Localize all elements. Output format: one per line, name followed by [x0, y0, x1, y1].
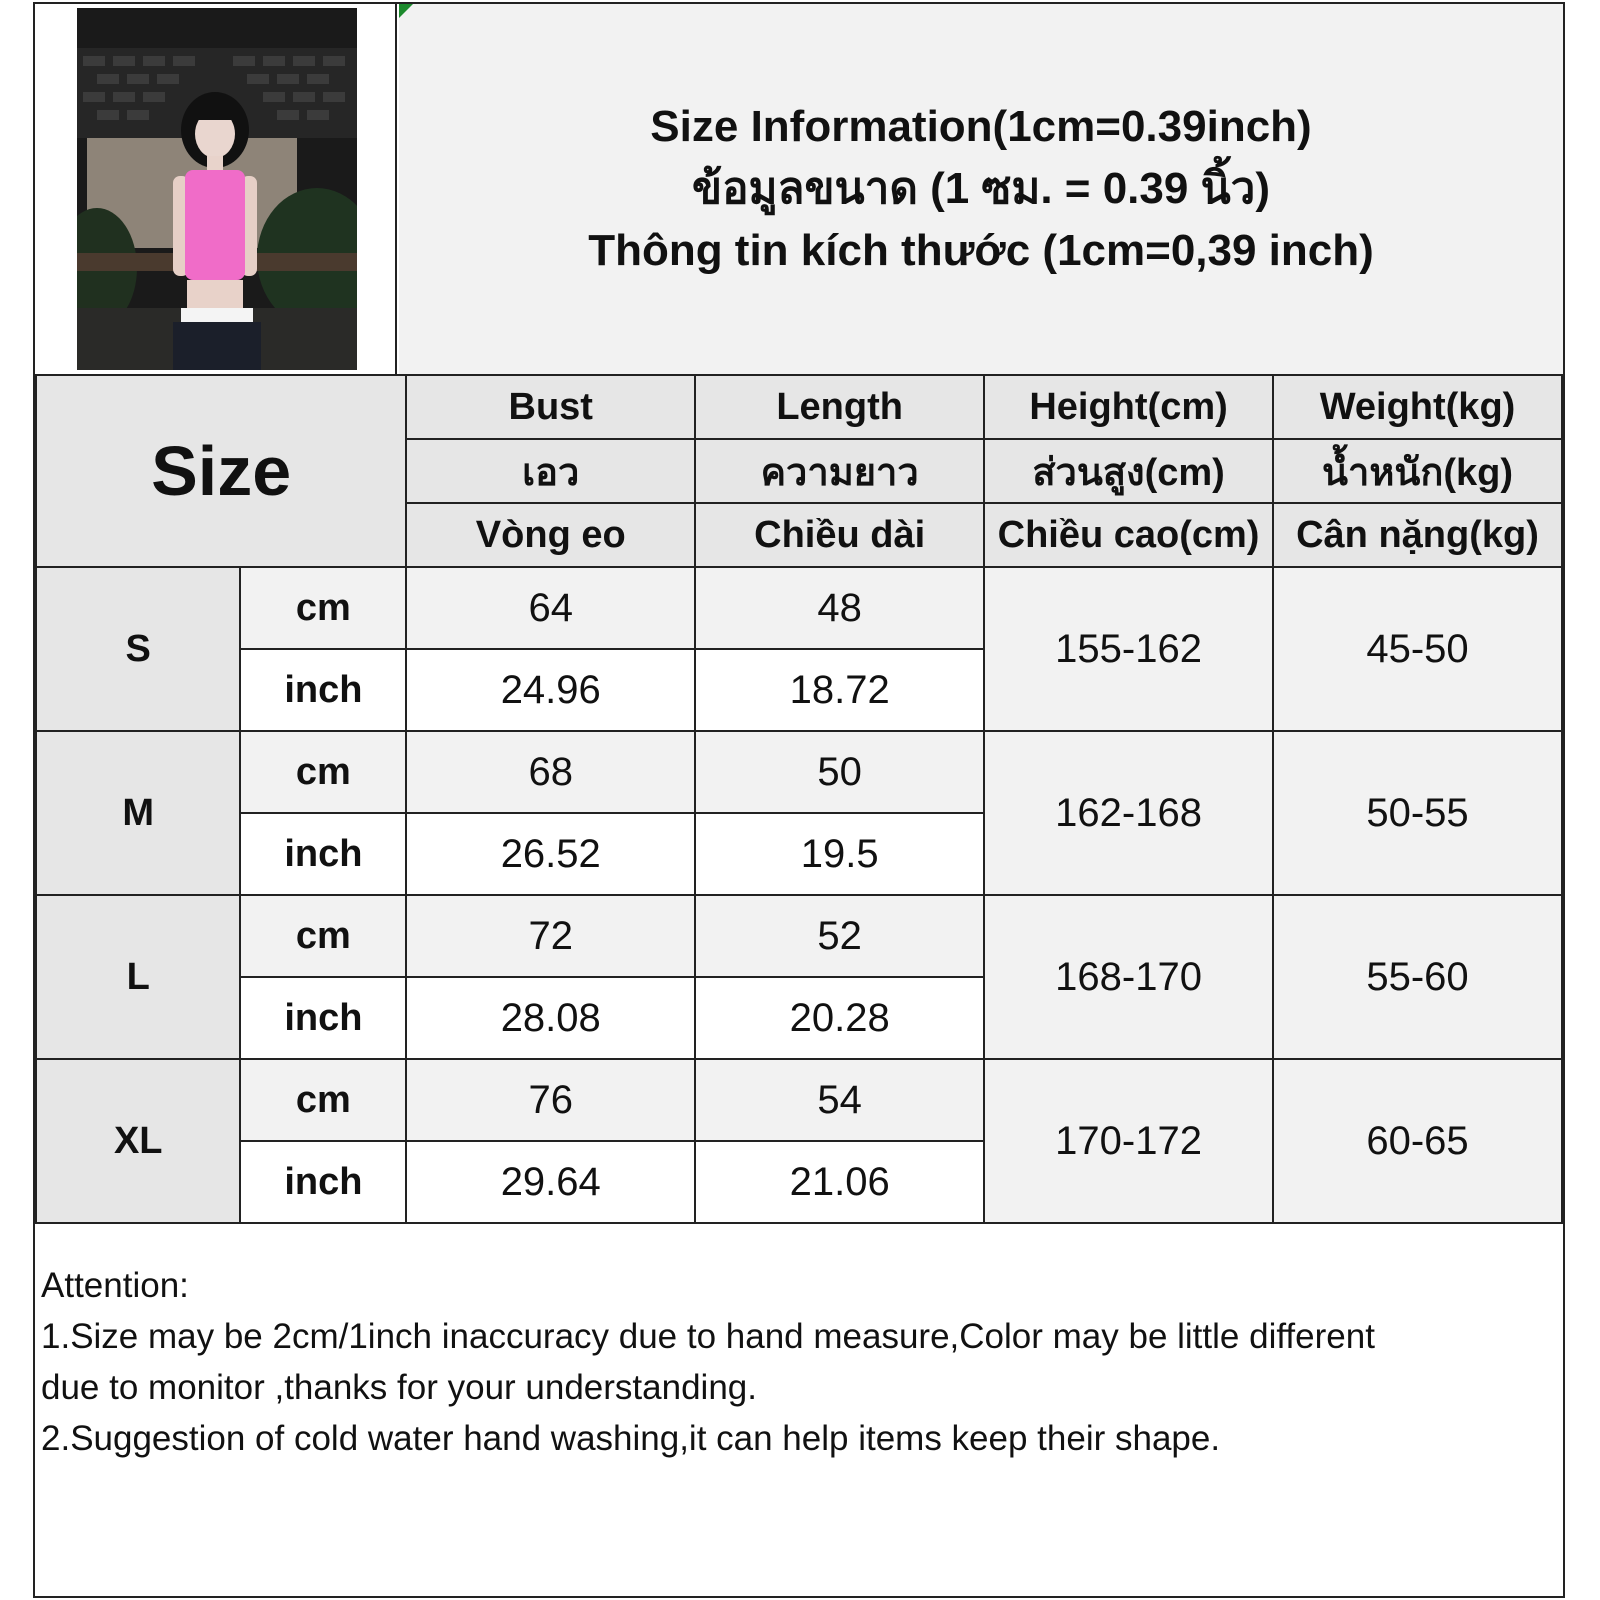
table-row — [36, 731, 1562, 813]
title-english: Size Information(1cm=0.39inch) — [650, 102, 1312, 151]
bust-header-en: Bust — [406, 375, 695, 439]
note-1-line-a: 1.Size may be 2cm/1inch inaccuracy due to hand measure,Color may be little different — [41, 1317, 1375, 1356]
length-cm-value: 48 — [695, 567, 984, 649]
table-row — [36, 567, 1562, 649]
weight-value: 60-65 — [1273, 1059, 1562, 1223]
bust-inch-value: 29.64 — [406, 1141, 695, 1223]
attention-notes — [41, 1260, 1557, 1464]
bust-inch-value: 28.08 — [406, 977, 695, 1059]
bust-cm-value: 72 — [406, 895, 695, 977]
title-vietnamese: Thông tin kích thước (1cm=0,39 inch) — [588, 226, 1374, 275]
size-chart-sheet — [33, 2, 1565, 1598]
weight-header-en: Weight(kg) — [1273, 375, 1562, 439]
height-header-vi: Chiều cao(cm) — [984, 503, 1273, 567]
length-header-vi: Chiều dài — [695, 503, 984, 567]
weight-value: 55-60 — [1273, 895, 1562, 1059]
length-inch-value: 20.28 — [695, 977, 984, 1059]
size-label-l: L — [36, 895, 240, 1059]
photo-cell — [35, 4, 397, 374]
weight-header-vi: Cân nặng(kg) — [1273, 503, 1562, 567]
bust-inch-value: 24.96 — [406, 649, 695, 731]
weight-value: 45-50 — [1273, 567, 1562, 731]
chart-header — [35, 4, 1563, 376]
height-value: 170-172 — [984, 1059, 1273, 1223]
note-1-line-b: due to monitor ,thanks for your understanding. — [41, 1368, 757, 1407]
title-block — [399, 4, 1563, 374]
size-label-m: M — [36, 731, 240, 895]
bust-cm-value: 68 — [406, 731, 695, 813]
height-value: 162-168 — [984, 731, 1273, 895]
green-corner-marker — [399, 4, 413, 18]
height-header-th: ส่วนสูง(cm) — [984, 439, 1273, 503]
length-header-th: ความยาว — [695, 439, 984, 503]
bust-cm-value: 76 — [406, 1059, 695, 1141]
unit-inch: inch — [240, 649, 406, 731]
note-2: 2.Suggestion of cold water hand washing,it can help items keep their shape. — [41, 1419, 1221, 1458]
height-header-en: Height(cm) — [984, 375, 1273, 439]
bust-inch-value: 26.52 — [406, 813, 695, 895]
length-cm-value: 54 — [695, 1059, 984, 1141]
unit-cm: cm — [240, 567, 406, 649]
title-thai: ข้อมูลขนาด (1 ซม. = 0.39 นิ้ว) — [691, 164, 1270, 213]
length-header-en: Length — [695, 375, 984, 439]
length-cm-value: 50 — [695, 731, 984, 813]
size-label-s: S — [36, 567, 240, 731]
size-label-xl: XL — [36, 1059, 240, 1223]
unit-inch: inch — [240, 813, 406, 895]
table-row — [36, 1059, 1562, 1141]
bust-header-th: เอว — [406, 439, 695, 503]
weight-value: 50-55 — [1273, 731, 1562, 895]
unit-inch: inch — [240, 977, 406, 1059]
model-photo — [77, 8, 357, 370]
unit-cm: cm — [240, 895, 406, 977]
bust-cm-value: 64 — [406, 567, 695, 649]
length-inch-value: 19.5 — [695, 813, 984, 895]
size-column-header: Size — [36, 375, 406, 567]
unit-cm: cm — [240, 1059, 406, 1141]
height-value: 168-170 — [984, 895, 1273, 1059]
height-value: 155-162 — [984, 567, 1273, 731]
unit-cm: cm — [240, 731, 406, 813]
table-row — [36, 895, 1562, 977]
notes-heading: Attention: — [41, 1266, 189, 1305]
length-cm-value: 52 — [695, 895, 984, 977]
unit-inch: inch — [240, 1141, 406, 1223]
bust-header-vi: Vòng eo — [406, 503, 695, 567]
size-table — [35, 374, 1563, 1224]
weight-header-th: น้ำหนัก(kg) — [1273, 439, 1562, 503]
length-inch-value: 18.72 — [695, 649, 984, 731]
length-inch-value: 21.06 — [695, 1141, 984, 1223]
